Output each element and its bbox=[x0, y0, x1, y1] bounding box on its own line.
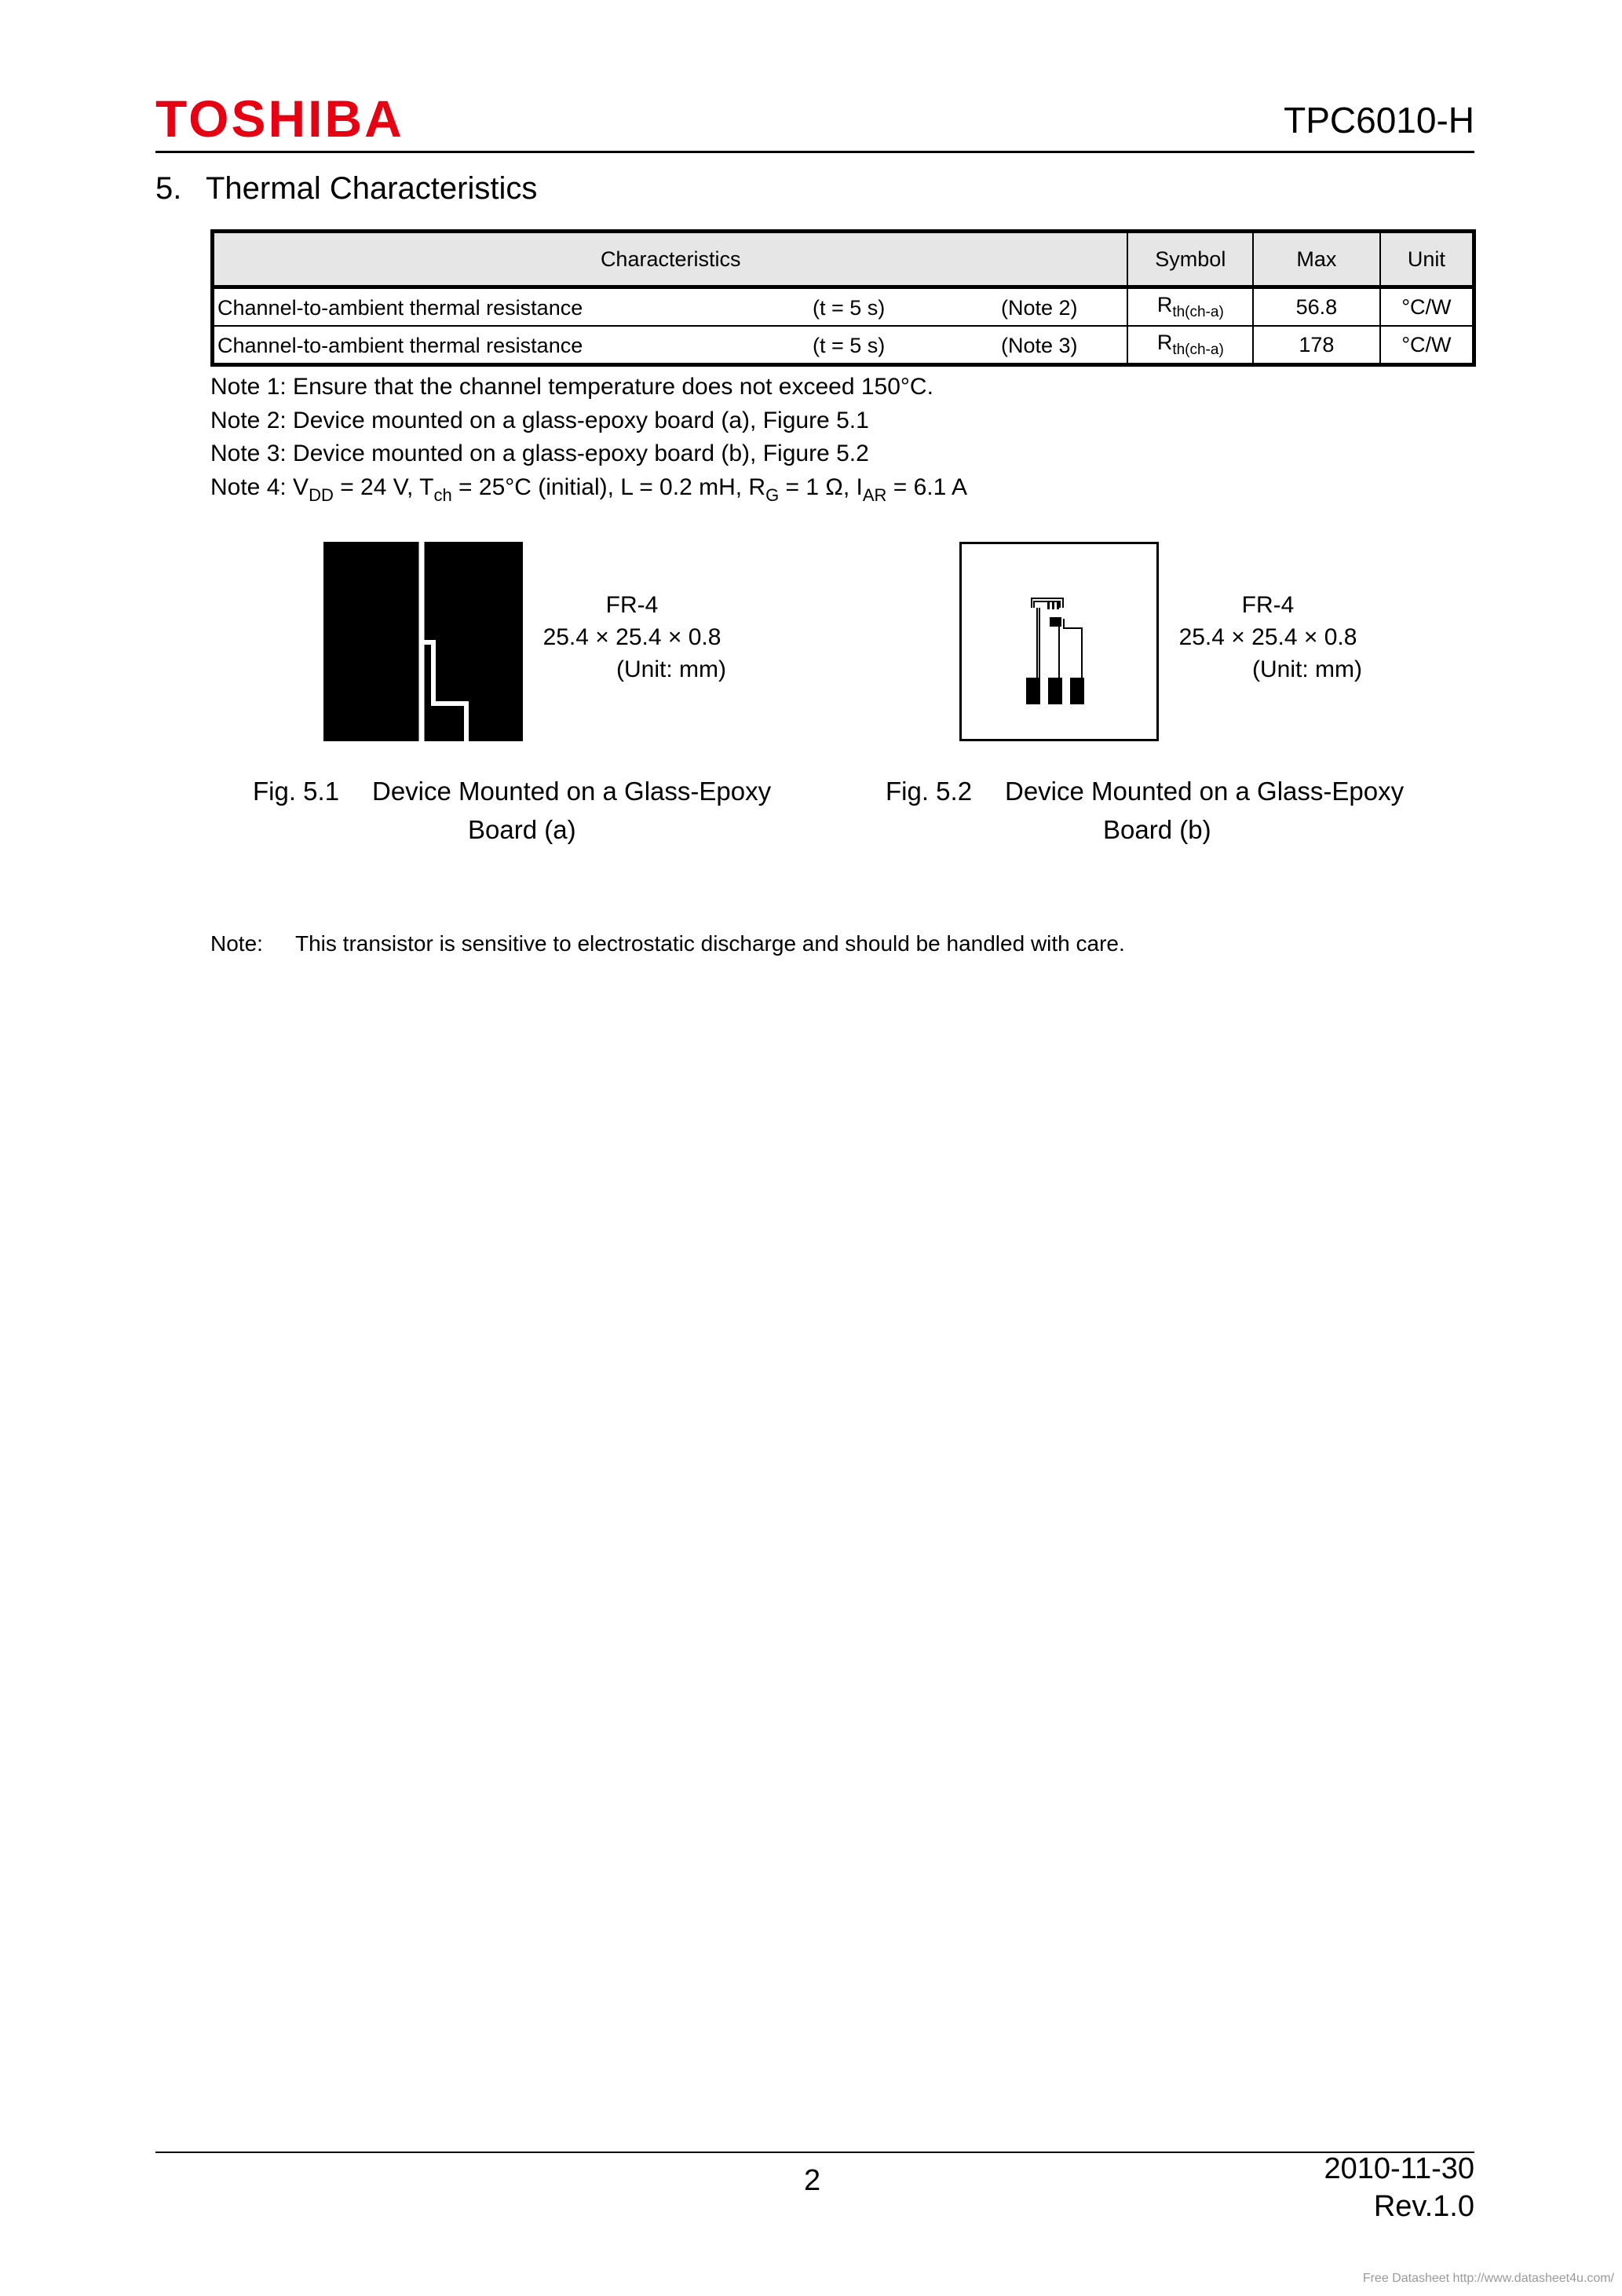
footer-date-block bbox=[1324, 2150, 1474, 2225]
unit-cell: °C/W bbox=[1380, 326, 1474, 365]
fig-5-2-caption-line2: Board (b) bbox=[1103, 815, 1211, 844]
board-b-diagram bbox=[959, 542, 1159, 741]
section-title-text: Thermal Characteristics bbox=[206, 171, 538, 206]
fig-5-1-caption bbox=[253, 772, 771, 811]
note-4-text: = 1 Ω, I bbox=[779, 473, 863, 500]
header-unit: Unit bbox=[1380, 232, 1474, 287]
fig-5-2-caption bbox=[886, 772, 1404, 811]
fig-5-1-unit: (Unit: mm) bbox=[616, 656, 726, 682]
esd-note-label: Note: bbox=[210, 931, 263, 956]
symbol-cell bbox=[1127, 287, 1253, 327]
symbol-main: R bbox=[1156, 331, 1173, 354]
notes-block bbox=[210, 371, 967, 512]
characteristic-condition: (t = 5 s) bbox=[813, 296, 886, 320]
symbol-subscript: th(ch-a) bbox=[1172, 342, 1224, 358]
characteristic-condition: (t = 5 s) bbox=[813, 334, 886, 357]
esd-note-text: This transistor is sensitive to electrostatic discharge and should be handled with care. bbox=[295, 931, 1125, 956]
note-4-subscript: G bbox=[765, 484, 780, 505]
table-row bbox=[213, 287, 1474, 327]
characteristic-note: (Note 3) bbox=[1001, 334, 1078, 357]
header-symbol: Symbol bbox=[1127, 232, 1253, 287]
section-number: 5. bbox=[155, 171, 182, 206]
watermark: Free Datasheet http://www.datasheet4u.com/ bbox=[1362, 2272, 1614, 2285]
fig-5-1-dimensions: 25.4 × 25.4 × 0.8 bbox=[542, 624, 721, 650]
note-3: Note 3: Device mounted on a glass-epoxy board (b), Figure 5.2 bbox=[210, 441, 869, 466]
note-4-subscript: ch bbox=[433, 484, 452, 505]
section-title bbox=[155, 173, 537, 204]
fig-5-2-material: FR-4 bbox=[1241, 592, 1295, 618]
fig-5-1-caption-line2: Board (a) bbox=[468, 815, 576, 844]
characteristic-note: (Note 2) bbox=[1001, 296, 1078, 320]
max-cell: 56.8 bbox=[1253, 287, 1380, 327]
fig-5-2-number: Fig. 5.2 bbox=[886, 777, 973, 806]
note-4 bbox=[210, 471, 967, 513]
footer-rule bbox=[155, 2152, 1474, 2153]
esd-note bbox=[210, 931, 1125, 956]
characteristic-cell bbox=[213, 287, 1128, 327]
note-4-subscript: AR bbox=[862, 484, 887, 505]
header-characteristics: Characteristics bbox=[213, 232, 1128, 287]
toshiba-logo: TOSHIBA bbox=[155, 90, 404, 148]
footer-date: 2010-11-30 bbox=[1324, 2152, 1474, 2185]
fig-5-1-material: FR-4 bbox=[605, 592, 659, 618]
note-4-text: = 25°C (initial), L = 0.2 mH, R bbox=[451, 473, 766, 500]
thermal-characteristics-table bbox=[210, 229, 1476, 367]
header-rule bbox=[155, 151, 1474, 153]
fig-5-1-caption-line1: Device Mounted on a Glass-Epoxy bbox=[372, 777, 772, 806]
table-header-row bbox=[213, 232, 1474, 287]
note-4-text: = 24 V, T bbox=[333, 473, 434, 500]
characteristic-cell bbox=[213, 326, 1128, 365]
note-1: Note 1: Ensure that the channel temperature does not exceed 150°C. bbox=[210, 374, 933, 400]
symbol-main: R bbox=[1156, 293, 1173, 316]
symbol-subscript: th(ch-a) bbox=[1172, 304, 1224, 320]
board-a-diagram bbox=[323, 542, 523, 741]
characteristic-description: Channel-to-ambient thermal resistance bbox=[217, 296, 583, 320]
characteristic-description: Channel-to-ambient thermal resistance bbox=[217, 334, 583, 357]
max-cell: 178 bbox=[1253, 326, 1380, 365]
table-row bbox=[213, 326, 1474, 365]
page-number: 2 bbox=[804, 2164, 821, 2197]
note-2: Note 2: Device mounted on a glass-epoxy board (a), Figure 5.1 bbox=[210, 407, 869, 433]
header-max: Max bbox=[1253, 232, 1380, 287]
note-4-subscript: DD bbox=[309, 484, 334, 505]
symbol-cell bbox=[1127, 326, 1253, 365]
fig-5-2-unit: (Unit: mm) bbox=[1252, 656, 1362, 682]
fig-5-2-caption-line1: Device Mounted on a Glass-Epoxy bbox=[1005, 777, 1405, 806]
note-4-text: = 6.1 A bbox=[886, 473, 968, 500]
fig-5-1-number: Fig. 5.1 bbox=[253, 777, 340, 806]
note-4-text: Note 4: V bbox=[210, 473, 309, 500]
part-number: TPC6010-H bbox=[1284, 100, 1474, 141]
footer-revision: Rev.1.0 bbox=[1373, 2190, 1474, 2223]
unit-cell: °C/W bbox=[1380, 287, 1474, 327]
fig-5-2-dimensions: 25.4 × 25.4 × 0.8 bbox=[1178, 624, 1357, 650]
